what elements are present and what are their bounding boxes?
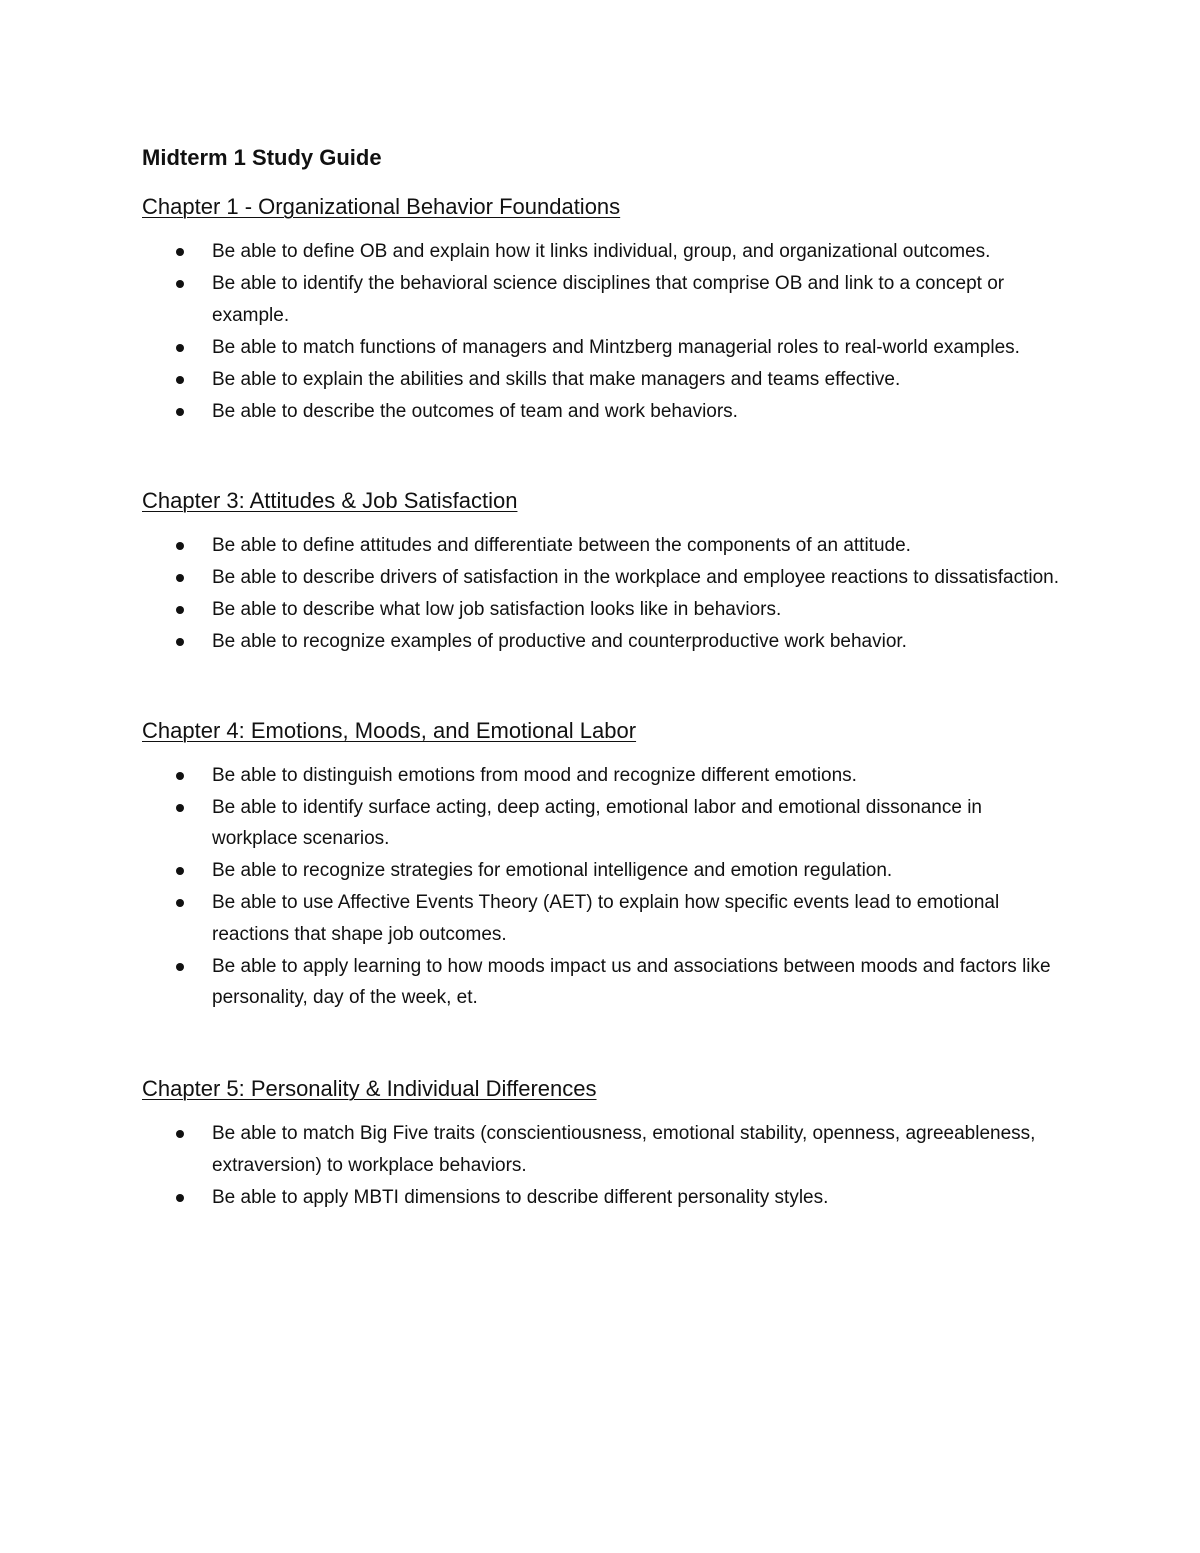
bullet-icon	[176, 376, 184, 384]
section-spacer	[142, 1014, 1062, 1072]
bullet-item	[142, 594, 1062, 626]
bullet-icon	[176, 280, 184, 288]
section-chapter-4	[142, 714, 1062, 1014]
bullet-list	[142, 1118, 1062, 1213]
section-heading: Chapter 4: Emotions, Moods, and Emotional Labor	[142, 717, 637, 743]
bullet-item	[142, 792, 1062, 855]
bullet-icon	[176, 1194, 184, 1202]
bullet-item	[142, 626, 1062, 658]
section-spacer	[142, 658, 1062, 714]
bullet-item	[142, 530, 1062, 562]
section-chapter-3	[142, 484, 1062, 658]
bullet-icon	[176, 772, 184, 780]
bullet-icon	[176, 574, 184, 582]
bullet-item	[142, 332, 1062, 364]
bullet-text: Be able to define OB and explain how it links individual, group, and organizational outcomes.	[212, 241, 991, 262]
section-chapter-5	[142, 1072, 1062, 1213]
bullet-item	[142, 951, 1062, 1014]
bullet-item	[142, 855, 1062, 887]
bullet-text: Be able to recognize strategies for emotional intelligence and emotion regulation.	[212, 860, 893, 881]
bullet-icon	[176, 606, 184, 614]
bullet-item	[142, 236, 1062, 268]
bullet-text: Be able to explain the abilities and skills that make managers and teams effective.	[212, 368, 901, 390]
document-title: Midterm 1 Study Guide	[142, 145, 382, 170]
bullet-text: Be able to identify the behavioral science disciplines that comprise OB and link to a concept or example.	[212, 273, 1005, 326]
bullet-text: Be able to describe the outcomes of team and work behaviors.	[212, 400, 738, 422]
bullet-item	[142, 396, 1062, 428]
bullet-list	[142, 236, 1062, 427]
section-heading: Chapter 1 - Organizational Behavior Foundations	[142, 194, 621, 219]
bullet-icon	[176, 899, 184, 907]
bullet-text: Be able to match functions of managers and Mintzberg managerial roles to real-world examples.	[212, 336, 1020, 358]
bullet-list	[142, 760, 1062, 1014]
bullet-item	[142, 268, 1062, 331]
bullet-icon	[176, 542, 184, 550]
bullet-item	[142, 364, 1062, 396]
bullet-text: Be able to identify surface acting, deep acting, emotional labor and emotional dissonance in workplace scenarios.	[212, 796, 982, 849]
bullet-icon	[176, 408, 184, 416]
bullet-icon	[176, 1130, 184, 1138]
bullet-icon	[176, 344, 184, 352]
bullet-list	[142, 530, 1062, 658]
bullet-item	[142, 1118, 1062, 1181]
section-heading: Chapter 5: Personality & Individual Differences	[142, 1076, 597, 1101]
bullet-text: Be able to apply MBTI dimensions to describe different personality styles.	[212, 1186, 829, 1208]
document-content	[142, 140, 1062, 1214]
bullet-icon	[176, 638, 184, 646]
bullet-item	[142, 562, 1062, 594]
bullet-text: Be able to describe what low job satisfaction looks like in behaviors.	[212, 598, 782, 620]
bullet-text: Be able to define attitudes and differentiate between the components of an attitude.	[212, 534, 911, 556]
bullet-text: Be able to describe drivers of satisfaction in the workplace and employee reactions to dissatisfaction.	[212, 566, 1060, 588]
bullet-icon	[176, 248, 184, 256]
bullet-item	[142, 760, 1062, 792]
section-chapter-1	[142, 190, 1062, 427]
bullet-text: Be able to match Big Five traits (conscientiousness, emotional stability, openness, agreeableness, extraversion) to workplace behaviors.	[212, 1123, 1036, 1176]
bullet-item	[142, 1182, 1062, 1214]
bullet-icon	[176, 963, 184, 971]
bullet-text: Be able to use Affective Events Theory (AET) to explain how specific events lead to emotional reactions that shape job outcomes.	[212, 892, 1000, 945]
bullet-text: Be able to apply learning to how moods impact us and associations between moods and factors like personality, day of the week, et.	[212, 955, 1051, 1008]
bullet-text: Be able to recognize examples of productive and counterproductive work behavior.	[212, 630, 907, 652]
section-spacer	[142, 428, 1062, 484]
section-heading: Chapter 3: Attitudes & Job Satisfaction	[142, 487, 518, 513]
bullet-text: Be able to distinguish emotions from mood and recognize different emotions.	[212, 764, 857, 786]
bullet-icon	[176, 867, 184, 875]
bullet-item	[142, 887, 1062, 950]
bullet-icon	[176, 804, 184, 812]
